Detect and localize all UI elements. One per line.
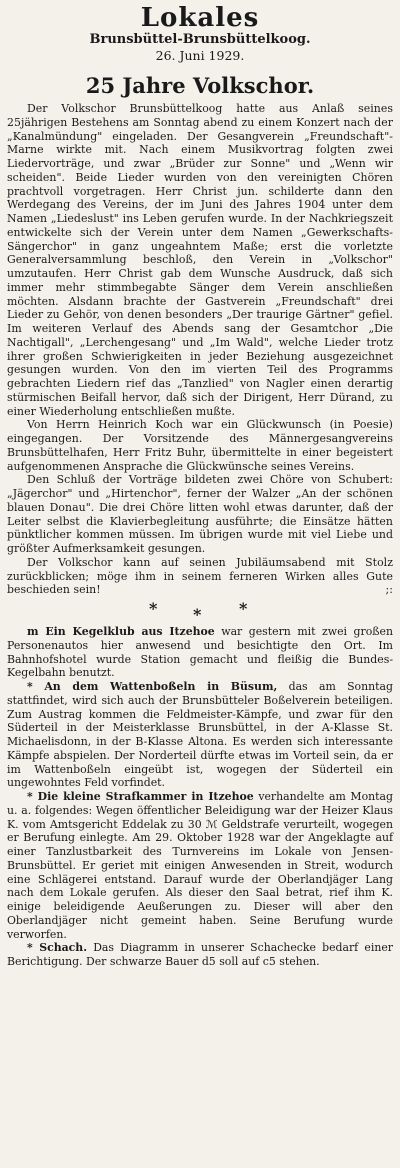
locality-subtitle: Brunsbüttel-Brunsbüttelkoog.: [89, 32, 311, 47]
news-item-lead: * Schach.: [27, 941, 88, 955]
article-endmark: ;:: [385, 583, 393, 597]
news-item-text: war gestern mit zwei großen Personenautos hier anwesend und besichtigte den Ort. Im Bahnhofshotel wurde Station gemacht und fleißig die Bundes-Kegelbahn benutzt.: [7, 625, 393, 680]
issue-date: 26. Juni 1929.: [155, 48, 245, 63]
section-separator: [7, 599, 393, 624]
news-item: [7, 680, 393, 790]
article-paragraph: Von Herrn Heinrich Koch war ein Glückwunsch (in Poesie) eingegangen. Der Vorsitzende des Männergesangvereins Brunsbüttelhafen, Herr Fritz Buhr, übermittelte in einer begeistert aufgenommenen Ansprache die Glückwünsche seines Vereins.: [7, 418, 393, 473]
section-title: Lokales: [140, 3, 260, 33]
news-item-text: verhandelte am Montag u. a. folgendes: Wegen öffentlicher Beleidigung war der Heizer Klaus K. vom Amtsgericht Eddelak zu 30 ℳ Geldstrafe verurteilt, wogegen er Berufung einlegte. Am 29. Oktober 1928 war der Angeklagte auf einer Tanzlustbarkeit des Turnvereins im Lokale von Jensen-Brunsbüttel. Er geriet mit einigen Anwesenden in Streit, wodurch eine Schlägerei entstand. Darauf wurde der Oberlandjäger Lang nach dem Lokale gerufen. Als dieser den Saal betrat, rief ihm K. einige beleidigende Aeußerungen zu. Dieser will aber den Oberlandjäger nicht gemeint haben. Seine Berufung wurde verworfen.: [7, 790, 393, 941]
news-item-lead: * An dem Wattenboßeln in Büsum,: [27, 680, 278, 693]
news-item-text: das am Sonntag stattfindet, wird sich auch der Brunsbütteler Boßelverein beteiligen. Zum Austrag kommen die Feldmeister-Kämpfe, und zwar für den Süderteil in der Meisterklasse Brunsbüttel, in der A-Klasse St. Michaelisdonn, in der B-Klasse Altona. Es werden sich interessante Kämpfe abspielen. Der Norderteil dürfte etwas im Vorteil sein, da er im Wattenboßeln eingeübt ist, wogegen der Süderteil ein ungewohntes Feld vorfindet.: [7, 680, 393, 790]
news-item-text: Das Diagramm in unserer Schachecke bedarf einer Berichtigung. Der schwarze Bauer d5 soll auf c5 stehen.: [7, 941, 393, 968]
local-news-list: [7, 625, 393, 969]
news-item-lead: m Ein Kegelklub aus Itzehoe: [27, 625, 215, 638]
separator-star: *: [239, 599, 248, 618]
article-paragraph: [7, 556, 393, 597]
news-item-lead: * Die kleine Strafkammer in Itzehoe: [27, 790, 254, 803]
article-paragraph: Den Schluß der Vorträge bildeten zwei Chöre von Schubert: „Jägerchor" und „Hirtenchor", ferner der Walzer „An der schönen blauen Donau". Die drei Chöre litten wohl etwas darunter, daß der Leiter selbst die Klavierbegleitung ausführte; die Einsätze hätten pünktlicher kommen müssen. Im übrigen wurde mit viel Liebe und größter Aufmerksamkeit gesungen.: [7, 473, 393, 555]
news-item: [7, 790, 393, 941]
article-volkschor: [7, 73, 393, 597]
masthead: [7, 4, 393, 64]
news-item: [7, 941, 393, 969]
article-paragraph: Der Volkschor Brunsbüttelkoog hatte aus Anlaß seines 25jährigen Bestehens am Sonntag abend zu einem Konzert nach der „Kanalmündung" eingeladen. Der Gesangverein „Freundschaft"-Marne wirkte mit. Nach einem Musikvortrag folgten zwei Liedervorträge, und zwar „Brüder zur Sonne" und „Wenn wir scheiden". Beide Lieder wurden von den vereinigten Chören prachtvoll vorgetragen. Herr Christ jun. schilderte dann den Werdegang des Vereins, der im Juni des Jahres 1904 unter dem Namen „Liedeslust" ins Leben gerufen wurde. In der Nachkriegszeit entwickelte sich der Verein unter dem Namen „Gewerkschafts-Sängerchor" in ganz ungeahntem Maße; erst die vorletzte Generalversammlung beschloß, den Verein in „Volkschor" umzutaufen. Herr Christ gab dem Wunsche Ausdruck, daß sich immer mehr stimmbegabte Sänger dem Verein anschließen möchten. Alsdann brachte der Gastverein „Freundschaft" drei Lieder zu Gehör, von denen besonders „Der traurige Gärtner" gefiel. Im weiteren Verlauf des Abends sang der Gesamtchor „Die Nachtigall", „Lerchengesang" und „Im Wald", welche Lieder trotz ihrer großen Schwierigkeiten in jeder Beziehung ausgezeichnet gesungen wurden. Von den im vierten Teil des Programms gebrachten Liedern rief das „Tanzlied" von Nagler einen derartig stürmischen Beifall hervor, daß sich der Dirigent, Herr Dürand, zu einer Wiederholung entschließen mußte.: [7, 102, 393, 418]
news-item: [7, 625, 393, 680]
article-closing-text: Der Volkschor kann auf seinen Jubiläumsabend mit Stolz zurückblicken; möge ihm in seinem ferneren Wirken alles Gute beschieden sein!: [7, 555, 393, 597]
article-headline: 25 Jahre Volkschor.: [85, 73, 315, 98]
separator-star: *: [149, 599, 158, 618]
separator-star: *: [193, 605, 202, 624]
